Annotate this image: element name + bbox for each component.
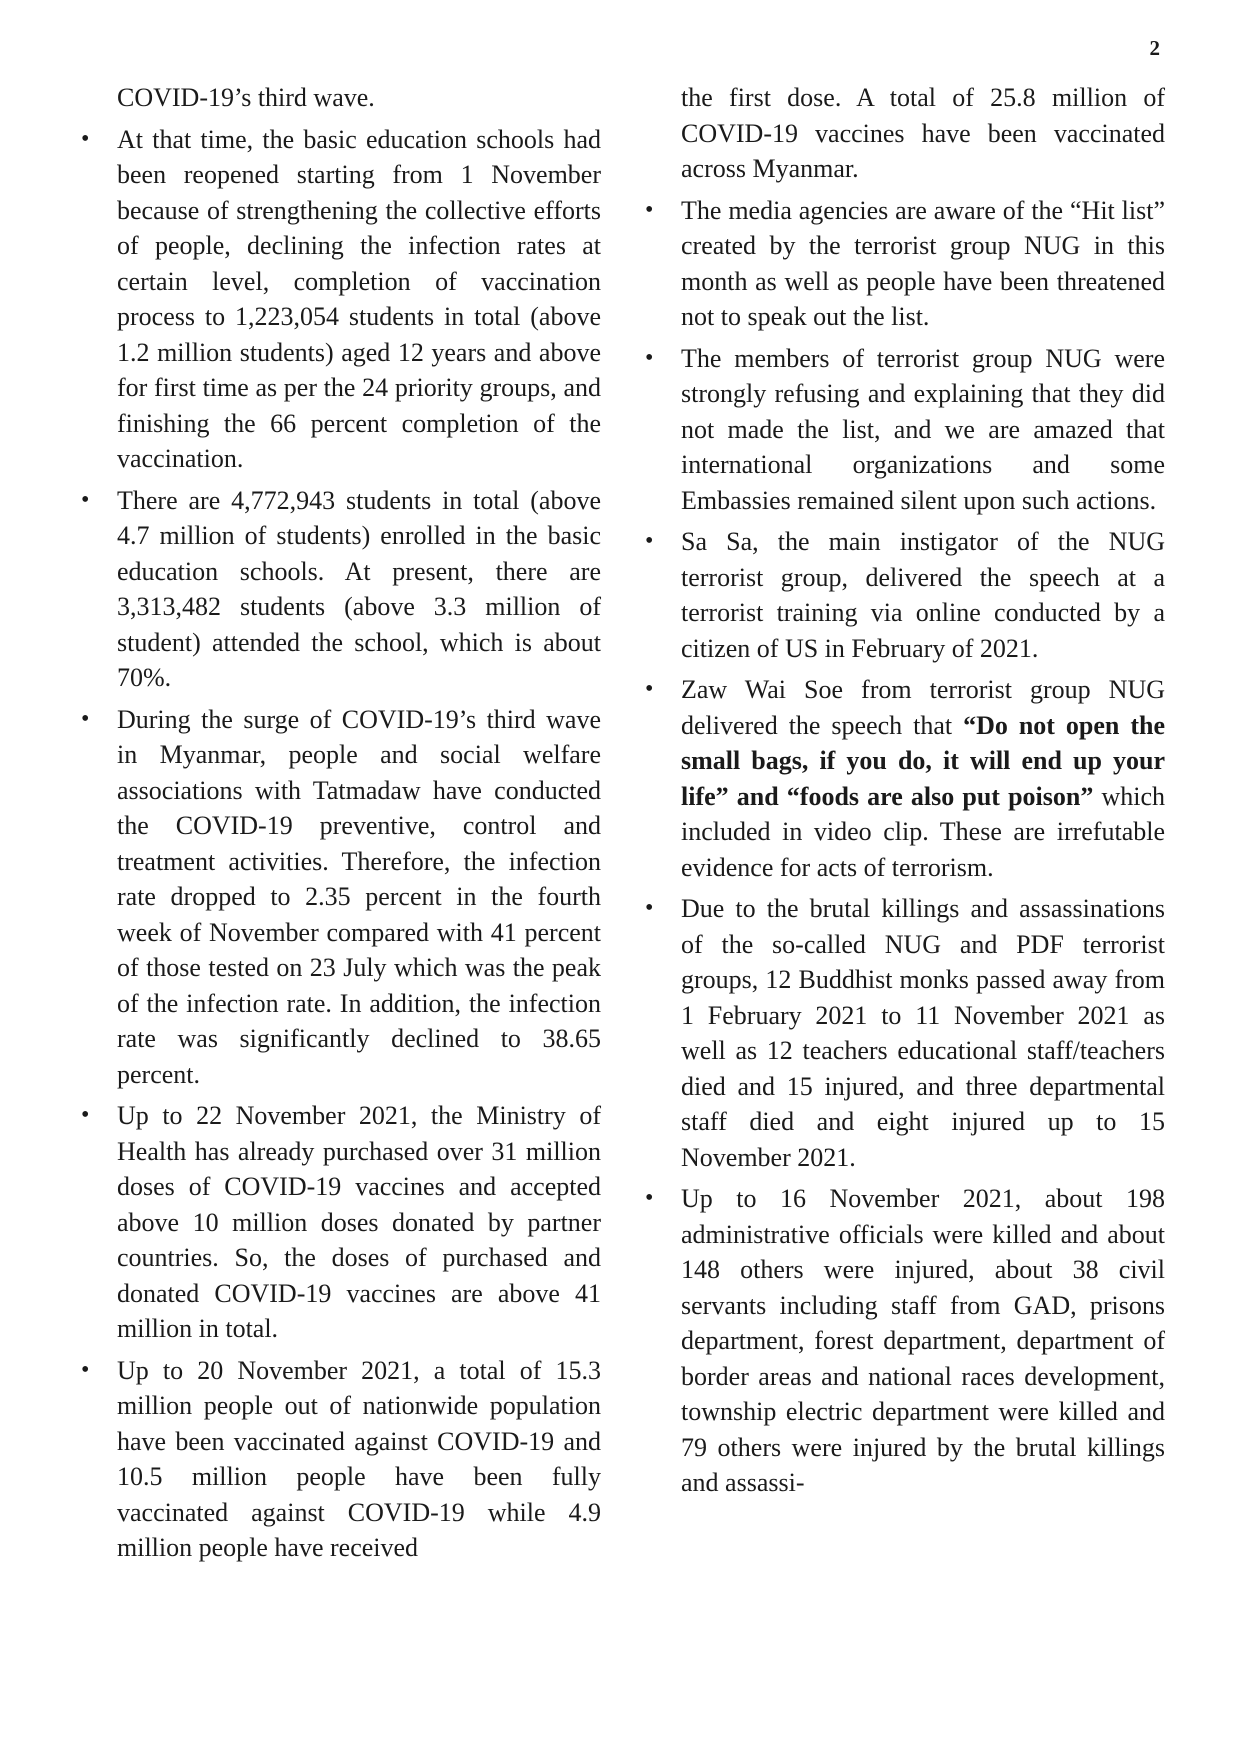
bullet-item: • There are 4,772,943 students in total (above 4.7 million of students) enrolled in the basic education schools. At present, there are 3,313,482 students (above 3.3 million of student) attended the school, which is about 70%. [117, 483, 601, 696]
bullet-item: • Up to 16 November 2021, about 198 administrative officials were killed and about 148 others were injured, about 38 civil servants including staff from GAD, prisons department, forest department, department of border areas and national races development, township electric department were killed and 79 others were injured by the brutal killings and assassi- [681, 1181, 1165, 1501]
bullet-item: • Up to 22 November 2021, the Ministry of Health has already purchased over 31 million doses of COVID-19 vaccines and accepted above 10 million doses donated by partner countries. So, the doses of purchased and donated COVID-19 vaccines are above 41 million in total. [117, 1098, 601, 1347]
page-number: 2 [1149, 36, 1160, 60]
bullet-item: • The members of terrorist group NUG were strongly refusing and explaining that they did not made the list, and we are amazed that international organizations and some Embassies remained silent upon such actions. [681, 341, 1165, 519]
right-column [681, 80, 1165, 1507]
bullet-item: • At that time, the basic education schools had been reopened starting from 1 November because of strengthening the collective efforts of people, declining the infection rates at certain level, completion of vaccination process to 1,223,054 students in total (above 1.2 million students) aged 12 years and above for first time as per the 24 priority groups, and finishing the 66 percent completion of the vaccination. [117, 122, 601, 477]
bullet-list [117, 122, 601, 1566]
bullet-item: • Due to the brutal killings and assassinations of the so-called NUG and PDF terrorist groups, 12 Buddhist monks passed away from 1 February 2021 to 11 November 2021 as well as 12 teachers educational staff/teachers died and 15 injured, and three departmental staff died and eight injured up to 15 November 2021. [681, 891, 1165, 1175]
bold-quote: “Do not open the small bags, if you do, it will end up your life” and “foods are also put poison” [681, 710, 1166, 811]
continuation-text: the first dose. A total of 25.8 million of COVID-19 vaccines have been vaccinated across Myanmar. [681, 83, 1165, 183]
quote-intro: Zaw Wai Soe from terrorist group NUG delivered the speech that [681, 675, 1165, 740]
bullet-list [681, 193, 1165, 1501]
bullet-item: • During the surge of COVID-19’s third wave in Myanmar, people and social welfare associations with Tatmadaw have conducted the COVID-19 preventive, control and treatment activities. Therefore, the infection rate dropped to 2.35 percent in the fourth week of November compared with 41 percent of those tested on 23 July which was the peak of the infection rate. In addition, the infection rate was significantly declined to 38.65 percent. [117, 702, 601, 1093]
bullet-item: • Up to 20 November 2021, a total of 15.3 million people out of nationwide population have been vaccinated against COVID-19 and 10.5 million people have been fully vaccinated against COVID-19 while 4.9 million people have received [117, 1353, 601, 1566]
bullet-item: • Sa Sa, the main instigator of the NUG terrorist group, delivered the speech at a terrorist training via online conducted by a citizen of US in February of 2021. [681, 524, 1165, 666]
bullet-item-quote [681, 672, 1165, 885]
quote-outro: which included in video clip. These are irrefutable evidence for acts of terrorism. [681, 781, 1166, 882]
left-column [117, 80, 601, 1572]
continuation-text: COVID-19’s third wave. [117, 83, 375, 112]
bullet-item: • The media agencies are aware of the “Hit list” created by the terrorist group NUG in this month as well as people have been threatened not to speak out the list. [681, 193, 1165, 335]
